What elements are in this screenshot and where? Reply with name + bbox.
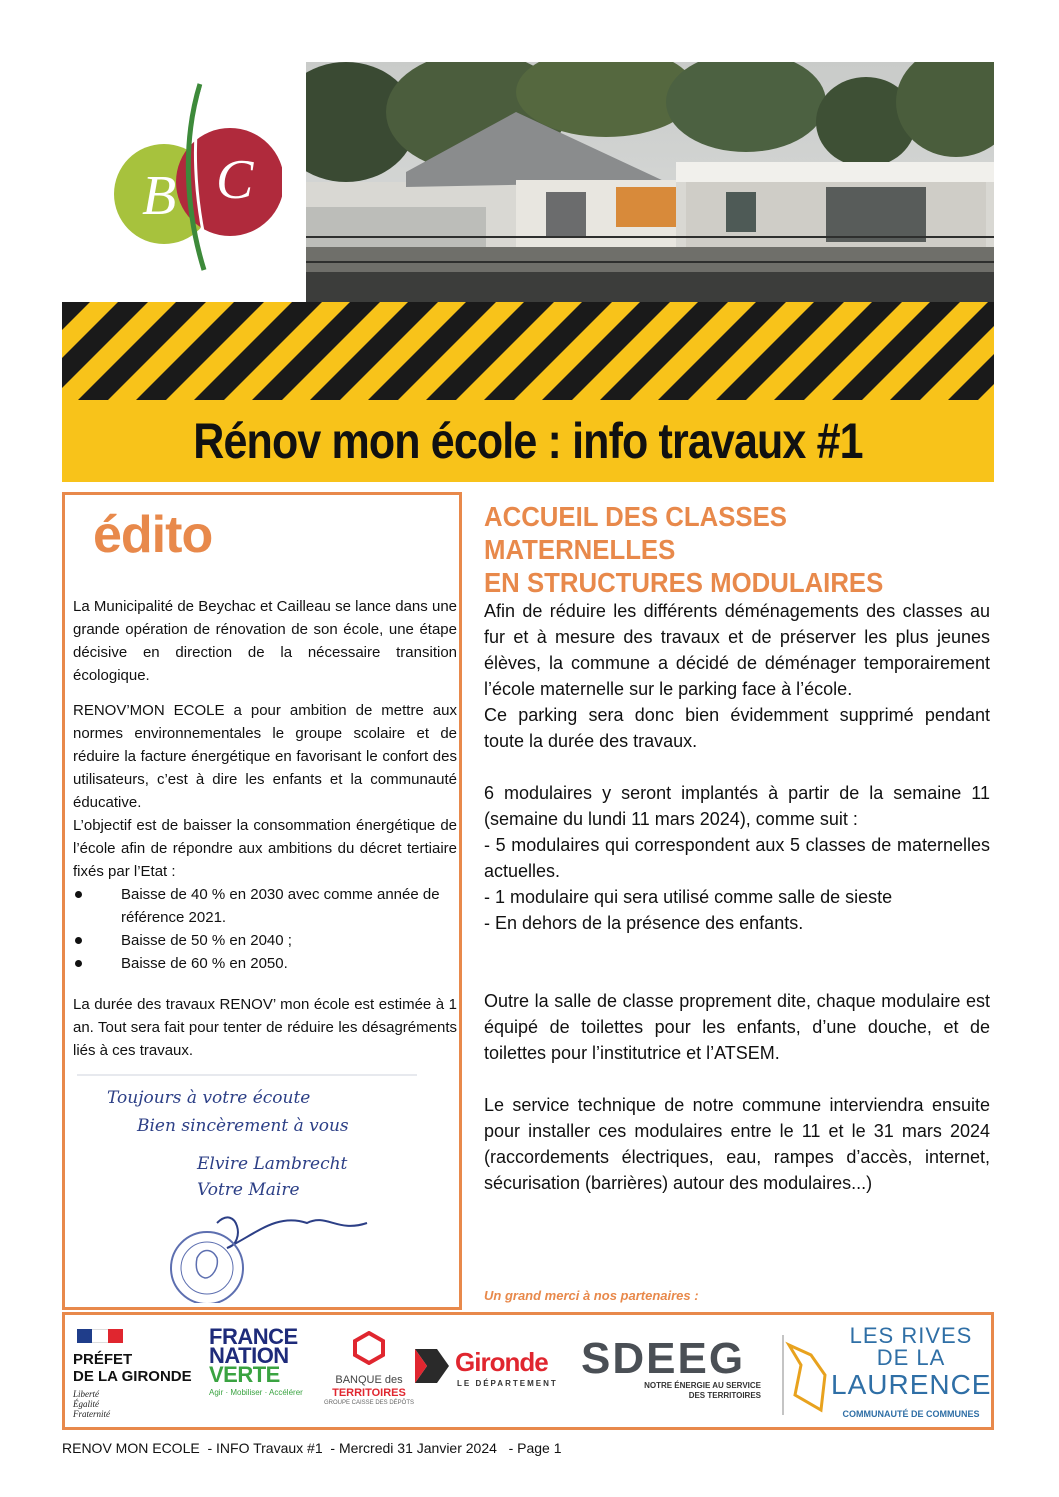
article-list-line: - 5 modulaires qui correspondent aux 5 classes de maternelles actuelles. (484, 835, 990, 881)
signature-line: Bien sincèrement à vous (137, 1116, 349, 1136)
page-title: Rénov mon école : info travaux #1 (193, 413, 863, 469)
article-paragraph: Le service technique de notre commune interviendra ensuite pour installer ces modulaires entre le 11 et le 31 mars 2024 (raccordements électriques, eau, rampes d’accès, internet, sécurisation (barrières) autour des modulaires...) (484, 1095, 990, 1193)
article-paragraph: 6 modulaires y seront implantés à partir de la semaine 11 (semaine du lundi 11 mars 2024), comme suit : (484, 783, 990, 829)
school-photo (306, 62, 994, 302)
mayor-signature (77, 1073, 457, 1303)
signature-line: Toujours à votre écoute (107, 1088, 311, 1108)
article-title-line: ACCUEIL DES CLASSES MATERNELLES (484, 501, 787, 565)
sdeeg-logo: SDEEG NOTRE ÉNERGIE AU SERVICE DES TERRITOIRES (581, 1334, 761, 1400)
prefet-name: PRÉFET DE LA GIRONDE (73, 1351, 192, 1385)
svg-text:C: C (216, 149, 254, 211)
rives-emblem-icon (781, 1335, 831, 1415)
article-body (484, 598, 990, 1196)
gironde-logo: Gironde LE DÉPARTEMENT (411, 1345, 581, 1392)
bc-logo-icon (112, 82, 282, 272)
prefet-motto: Liberté Égalité Fraternité (73, 1389, 110, 1419)
edito-title: édito (93, 506, 213, 564)
article-paragraph: Outre la salle de classe proprement dite, chaque modulaire est équipé de toilettes pour les enfants, d’une douche, et de toilettes pour l’institutrice et l’ATSEM. (484, 991, 990, 1063)
list-item: Baisse de 60 % en 2050. (73, 952, 457, 975)
edito-paragraph: RENOV’MON ECOLE a pour ambition de mettre aux normes environnementales le groupe scolaire et de réduire la facture énergétique en favorisant le confort des utilisateurs, c’est à dire les enfants et la communauté éducative. (73, 702, 457, 811)
prefet-logo (73, 1329, 205, 1419)
svg-text:B: B (142, 165, 177, 227)
hazard-stripes (62, 302, 994, 400)
article-paragraph: Ce parking sera donc bien évidemment supprimé pendant toute la durée des travaux. (484, 705, 990, 751)
article-title-line: EN STRUCTURES MODULAIRES (484, 567, 884, 598)
article-list-line: - 1 modulaire qui sera utilisé comme salle de sieste (484, 887, 893, 907)
france-nation-verte-logo: FRANCE NATION VERTE Agir · Mobiliser · Accélérer (209, 1324, 303, 1397)
hexagon-icon (352, 1331, 386, 1365)
page-footer: RENOV MON ECOLE - INFO Travaux #1 - Mercredi 31 Janvier 2024 - Page 1 (62, 1440, 562, 1456)
partners-box: PRÉFET DE LA GIRONDE Liberté Égalité Fraternité FRANCE NATION VERTE Agir · Mobiliser · Accélérer BANQUE des TERRITOIRES GROUPE CAISSE DES DÉPÔTS Gironde LE DÉPARTEMENT SDEEG NOTRE ÉNERGIE AU SERVICE DES TERRITOIRES LES RIVES DE LA LAURENCE COMMUNAUTÉ DE COMMUNES (62, 1312, 994, 1430)
french-flag-icon (77, 1329, 123, 1343)
edito-paragraph: L’objectif est de baisser la consommation énergétique de l’école afin de répondre aux ambitions du décret tertiaire fixés par l’Etat : (73, 817, 457, 880)
article-paragraph: Afin de réduire les différents déménagements des classes au fur et à mesure des travaux et de préserver les plus jeunes élèves, la commune a décidé de déménager temporairement l’école maternelle sur le parking face à l’école. (484, 601, 990, 699)
edito-box (62, 492, 462, 1310)
gironde-arrow-icon (411, 1345, 453, 1387)
article-title (484, 500, 953, 599)
signature-line: Votre Maire (197, 1180, 300, 1200)
partners-lead: Un grand merci à nos partenaires : (484, 1288, 699, 1303)
banque-des-territoires-logo: BANQUE des TERRITOIRES GROUPE CAISSE DES DÉPÔTS (321, 1331, 417, 1406)
edito-bullet-list (73, 883, 457, 975)
municipal-logo (62, 62, 306, 302)
signature-line: Elvire Lambrecht (197, 1154, 348, 1174)
list-item: Baisse de 50 % en 2040 ; (73, 929, 457, 952)
edito-body (73, 595, 457, 1074)
edito-paragraph: La Municipalité de Beychac et Cailleau se lance dans une grande opération de rénovation de son école, une étape décisive en direction de la nécessaire transition écologique. (73, 598, 457, 684)
list-item: Baisse de 40 % en 2030 avec comme année de référence 2021. (73, 883, 457, 929)
edito-paragraph: La durée des travaux RENOV’ mon école est estimée à 1 an. Tout sera fait pour tenter de réduire les désagréments liés à ces travaux. (73, 996, 457, 1059)
article-list-line: - En dehors de la présence des enfants. (484, 913, 804, 933)
title-banner (62, 400, 994, 482)
